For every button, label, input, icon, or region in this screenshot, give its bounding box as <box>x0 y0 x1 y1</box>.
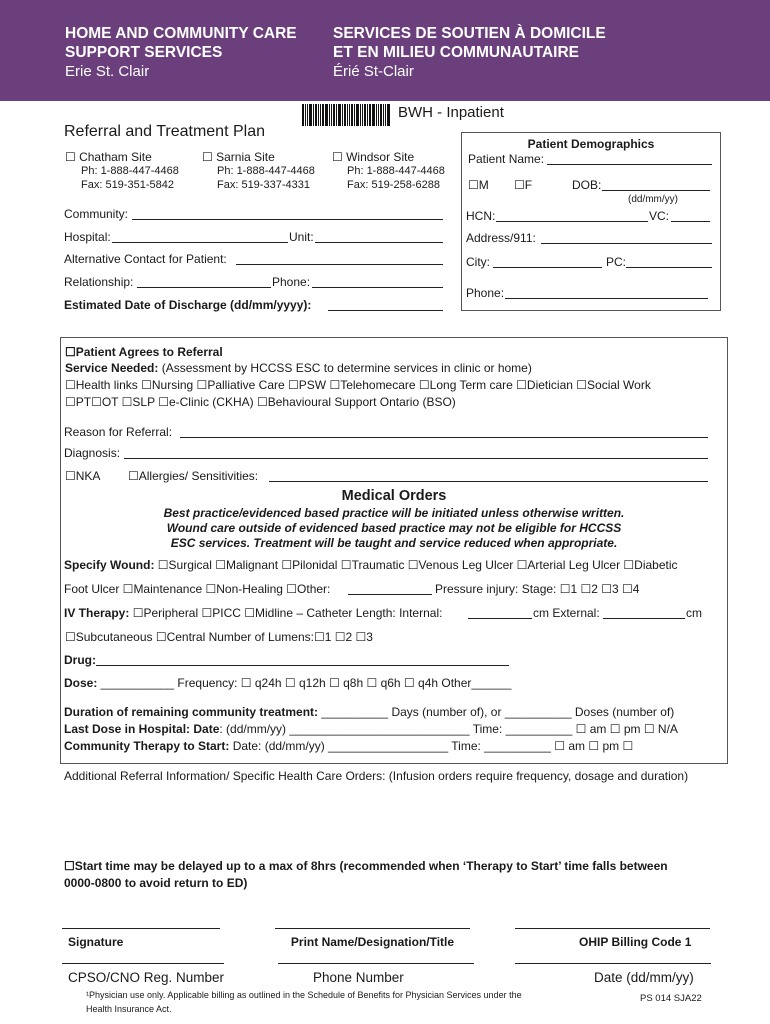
diagnosis-label: Diagnosis: <box>64 446 121 460</box>
cpso-field[interactable] <box>62 963 224 964</box>
catheter-internal-field[interactable] <box>468 618 532 619</box>
start-time-checkbox[interactable]: ☐Start time may be delayed up to a max of 8hrs (recommended when ‘Therapy to Start’ time falls between <box>64 859 668 873</box>
reason-field[interactable] <box>180 437 708 438</box>
hospital-label: Hospital: <box>64 230 111 244</box>
demo-phone-label: Phone: <box>466 286 505 300</box>
drug-label: Drug: <box>64 653 96 667</box>
header-banner <box>0 0 770 101</box>
additional-info-label: Additional Referral Information/ Specific Health Care Orders: (Infusion orders require frequency, dosage and duration) <box>64 769 689 783</box>
allergies-checkbox[interactable]: ☐Allergies/ Sensitivities: <box>128 469 259 483</box>
signature-field[interactable] <box>62 928 220 929</box>
pc-field[interactable] <box>626 267 712 268</box>
site-windsor-fax: Fax: 519-258-6288 <box>347 179 440 191</box>
site-chatham-phone: Ph: 1-888-447-4468 <box>81 165 179 177</box>
header-fr-line2: ET EN MILIEU COMMUNAUTAIRE <box>333 44 579 61</box>
iv-options-row1[interactable]: ☐Peripheral ☐PICC ☐Midline – Catheter Length: Internal: <box>129 606 443 620</box>
medical-orders-note-3: ESC services. Treatment will be taught and service reduced when appropriate. <box>170 536 618 550</box>
ohip-billing-field[interactable] <box>515 928 710 929</box>
additional-info-area[interactable] <box>64 786 724 846</box>
dob-format-hint: (dd/mm/yy) <box>628 194 678 205</box>
site-sarnia-checkbox[interactable]: ☐ Sarnia Site <box>202 150 275 164</box>
specify-wound-label: Specify Wound: <box>64 558 155 572</box>
iv-therapy-label: IV Therapy: <box>64 606 130 620</box>
form-code: BWH - Inpatient <box>398 104 504 121</box>
phone-number-field[interactable] <box>278 963 474 964</box>
medical-orders-note-2: Wound care outside of evidenced based practice may not be eligible for HCCSS <box>166 521 622 535</box>
relationship-label: Relationship: <box>64 275 134 289</box>
community-field[interactable] <box>132 219 443 220</box>
dose-frequency-row[interactable]: ___________ Frequency: ☐ q24h ☐ q12h ☐ q8h ☐ q6h ☐ q4h Other______ <box>97 676 512 690</box>
footnote-line2: Health Insurance Act. <box>86 1004 172 1014</box>
contact-phone-label: Phone: <box>272 275 311 289</box>
header-en-region: Erie St. Clair <box>65 63 150 80</box>
barcode-icon <box>302 104 391 126</box>
patient-name-field[interactable] <box>547 164 712 165</box>
duration-row[interactable]: __________ Days (number of), or __________ Doses (number of) <box>318 705 675 719</box>
city-field[interactable] <box>493 267 602 268</box>
cm-external-label: cm External: <box>533 606 600 620</box>
hospital-field[interactable] <box>112 242 288 243</box>
vc-label: VC: <box>649 209 670 223</box>
hcn-field[interactable] <box>496 221 648 222</box>
print-name-label: Print Name/Designation/Title <box>290 935 455 949</box>
alt-contact-label: Alternative Contact for Patient: <box>64 252 227 266</box>
duration-label: Duration of remaining community treatment: <box>64 705 319 719</box>
signature-label: Signature <box>68 935 124 949</box>
wound-other-field[interactable] <box>348 594 432 595</box>
community-label: Community: <box>64 207 129 221</box>
allergies-field[interactable] <box>269 481 708 482</box>
drug-field[interactable] <box>96 665 509 666</box>
ohip-billing-label: OHIP Billing Code 1 <box>579 935 692 949</box>
city-label: City: <box>466 255 490 269</box>
services-options-row2[interactable]: ☐PT☐OT ☐SLP ☐e-Clinic (CKHA) ☐Behavioural Support Ontario (BSO) <box>65 395 456 409</box>
medical-orders-title: Medical Orders <box>341 488 447 504</box>
medical-orders-note-1: Best practice/evidenced based practice will be initiated unless otherwise written. <box>163 506 625 520</box>
services-options-row1[interactable]: ☐Health links ☐Nursing ☐Palliative Care ☐PSW ☐Telehomecare ☐Long Term care ☐Dietician ☐Social Work <box>65 378 651 392</box>
catheter-external-field[interactable] <box>603 618 685 619</box>
cpso-label: CPSO/CNO Reg. Number <box>68 970 225 985</box>
contact-phone-field[interactable] <box>312 287 443 288</box>
site-sarnia-phone: Ph: 1-888-447-4468 <box>217 165 315 177</box>
site-windsor-checkbox[interactable]: ☐ Windsor Site <box>332 150 415 164</box>
wound-options-row1[interactable]: ☐Surgical ☐Malignant ☐Pilonidal ☐Traumatic ☐Venous Leg Ulcer ☐Arterial Leg Ulcer ☐Diabetic <box>154 558 678 572</box>
header-en-line2: SUPPORT SERVICES <box>65 44 223 61</box>
unit-label: Unit: <box>289 230 314 244</box>
diagnosis-field[interactable] <box>124 458 708 459</box>
demographics-title: Patient Demographics <box>527 137 655 151</box>
demo-phone-field[interactable] <box>505 298 708 299</box>
site-chatham-fax: Fax: 519-351-5842 <box>81 179 174 191</box>
community-therapy-row[interactable]: Date: (dd/mm/yy) __________________ Time: __________ ☐ am ☐ pm ☐ <box>229 739 634 753</box>
pressure-injury-options[interactable]: Pressure injury: Stage: ☐1 ☐2 ☐3 ☐4 <box>435 582 640 596</box>
last-dose-row[interactable]: : (dd/mm/yy) ___________________________ Time: __________ ☐ am ☐ pm ☐ N/A <box>219 722 678 736</box>
header-fr-line1: SERVICES DE SOUTIEN À DOMICILE <box>333 25 606 42</box>
service-needed-label: Service Needed: <box>65 361 159 375</box>
male-checkbox[interactable]: ☐M <box>468 178 489 192</box>
nka-checkbox[interactable]: ☐NKA <box>65 469 101 483</box>
header-fr-region: Érié St-Clair <box>333 63 414 80</box>
patient-name-label: Patient Name: <box>468 152 545 166</box>
discharge-label: Estimated Date of Discharge (dd/mm/yyyy): <box>64 298 312 312</box>
site-windsor-phone: Ph: 1-888-447-4468 <box>347 165 445 177</box>
address-field[interactable] <box>541 243 712 244</box>
reason-label: Reason for Referral: <box>64 425 173 439</box>
dob-field[interactable] <box>602 190 710 191</box>
pc-label: PC: <box>606 255 627 269</box>
address-label: Address/911: <box>466 231 536 245</box>
dob-label: DOB: <box>572 178 602 192</box>
patient-agrees-checkbox[interactable]: ☐Patient Agrees to Referral <box>65 345 223 359</box>
alt-contact-field[interactable] <box>236 264 443 265</box>
iv-options-row2[interactable]: ☐Subcutaneous ☐Central Number of Lumens:☐1 ☐2 ☐3 <box>65 630 373 644</box>
wound-options-row2[interactable]: Foot Ulcer ☐Maintenance ☐Non-Healing ☐Other: <box>64 582 331 596</box>
print-name-field[interactable] <box>275 928 470 929</box>
footnote-line1: ¹Physician use only. Applicable billing as outlined in the Schedule of Benefits for Physician Services under the <box>86 990 522 1000</box>
dose-label: Dose: <box>64 676 98 690</box>
cm-unit-label: cm <box>686 606 702 620</box>
vc-field[interactable] <box>671 221 710 222</box>
date-field[interactable] <box>515 963 711 964</box>
form-title: Referral and Treatment Plan <box>64 123 265 140</box>
service-needed-note: (Assessment by HCCSS ESC to determine services in clinic or home) <box>158 361 532 375</box>
discharge-field[interactable] <box>328 310 443 311</box>
unit-field[interactable] <box>315 242 443 243</box>
last-dose-label: Last Dose in Hospital: Date <box>64 722 220 736</box>
community-therapy-label: Community Therapy to Start: <box>64 739 230 753</box>
hcn-label: HCN: <box>466 209 496 223</box>
site-sarnia-fax: Fax: 519-337-4331 <box>217 179 310 191</box>
site-chatham-checkbox[interactable]: ☐ Chatham Site <box>65 150 152 164</box>
female-checkbox[interactable]: ☐F <box>514 178 533 192</box>
phone-number-label: Phone Number <box>313 970 404 985</box>
date-label: Date (dd/mm/yy) <box>594 970 694 985</box>
relationship-field[interactable] <box>137 287 271 288</box>
header-en-line1: HOME AND COMMUNITY CARE <box>65 25 297 42</box>
form-number: PS 014 SJA22 <box>640 993 702 1004</box>
start-time-note: 0000-0800 to avoid return to ED) <box>64 876 248 890</box>
